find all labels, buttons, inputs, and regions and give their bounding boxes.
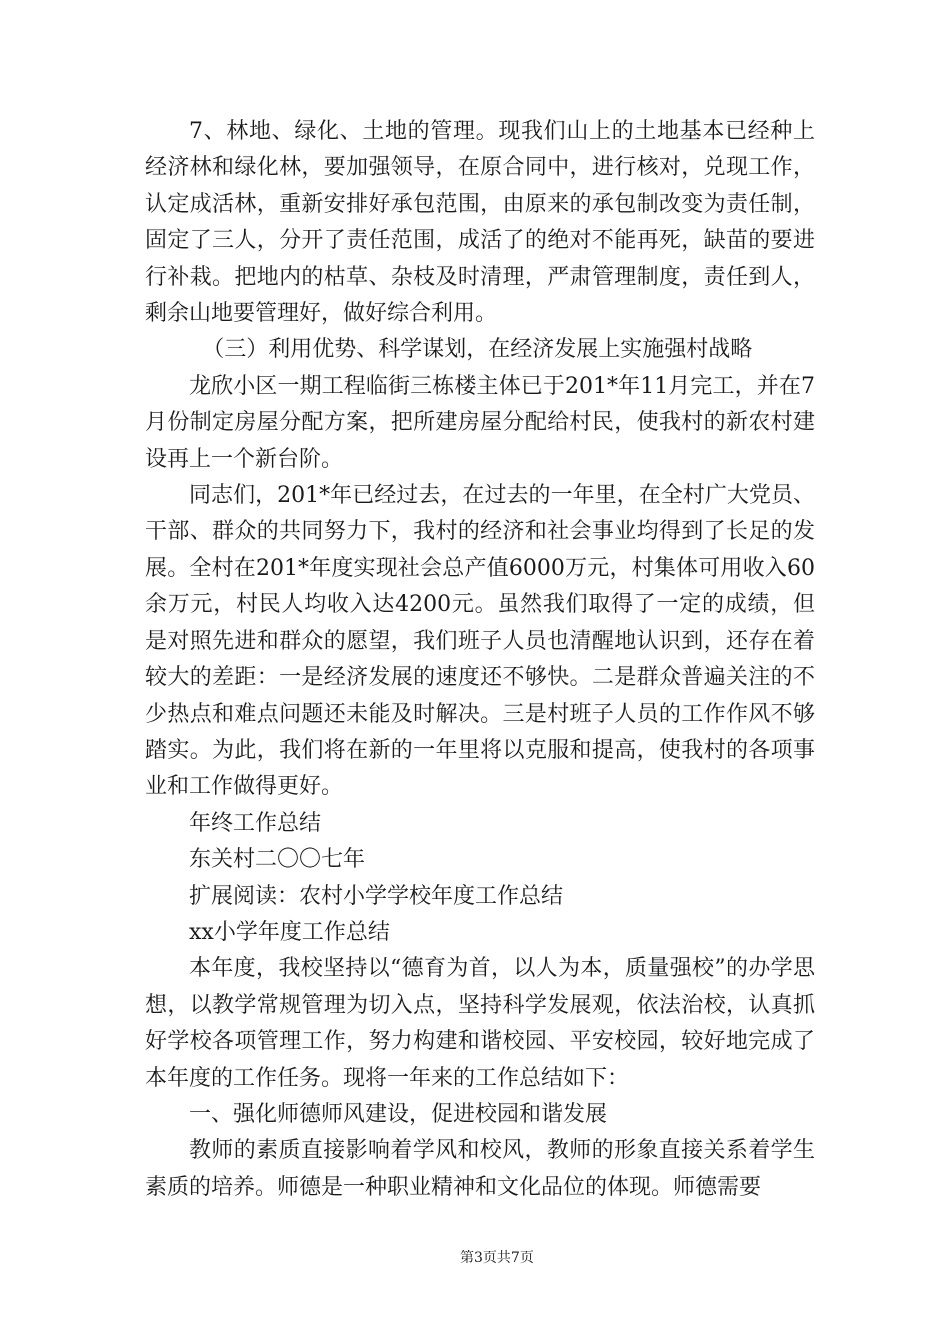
summary-signature: 东关村二〇〇七年 xyxy=(189,847,366,873)
page-number-footer: 第3页共7页 xyxy=(460,1250,534,1266)
paragraph-teacher-quality: 教师的素质直接影响着学风和校风，教师的形象直接关系着学生素质的培养。师德是一种职业精神和文化品位的体现。师德需要 xyxy=(145,1138,815,1200)
extended-reading-title: 扩展阅读：农村小学学校年度工作总结 xyxy=(189,883,564,909)
paragraph-school-intro: 本年度，我校坚持以“德育为首，以人为本，质量强校”的办学思想，以教学常规管理为切入点，坚持科学发展观，依法治校，认真抓好学校各项管理工作，努力构建和谐校园、平安校园，较好地完成了本年度的工作任务。现将一年来的工作总结如下： xyxy=(145,956,815,1091)
section-heading-strong-village: （三）利用优势、科学谋划，在经济发展上实施强村战略 xyxy=(202,337,753,363)
school-summary-title: xx小学年度工作总结 xyxy=(189,919,390,945)
summary-title: 年终工作总结 xyxy=(189,810,322,836)
paragraph-forest-management: 7、林地、绿化、土地的管理。现我们山上的土地基本已经种上经济林和绿化林，要加强领导，在原合同中，进行核对，兑现工作，认定成活林，重新安排好承包范围，由原来的承包制改变为责任制，固定了三人，分开了责任范围，成活了的绝对不能再死，缺苗的要进行补栽。把地内的枯草、杂枝及时清理，严肃管理制度，责任到人，剩余山地要管理好，做好综合利用。 xyxy=(145,119,815,327)
document-body xyxy=(145,114,815,1206)
section-heading-teacher-ethics: 一、强化师德师风建设，促进校园和谐发展 xyxy=(189,1101,608,1127)
paragraph-year-review: 同志们，201*年已经过去，在过去的一年里，在全村广大党员、干部、群众的共同努力下，我村的经济和社会事业均得到了长足的发展。全村在201*年度实现社会总产值6000万元，村集体可用收入60余万元，村民人均收入达4200元。虽然我们取得了一定的成绩，但是对照先进和群众的愿望，我们班子人员也清醒地认识到，还存在着较大的差距：一是经济发展的速度还不够快。二是群众普遍关注的不少热点和难点问题还未能及时解决。三是村班子人员的工作作风不够踏实。为此，我们将在新的一年里将以克服和提高，使我村的各项事业和工作做得更好。 xyxy=(145,483,815,800)
paragraph-longxin-project: 龙欣小区一期工程临街三栋楼主体已于201*年11月完工，并在7月份制定房屋分配方案，把所建房屋分配给村民，使我村的新农村建设再上一个新台阶。 xyxy=(145,373,815,472)
